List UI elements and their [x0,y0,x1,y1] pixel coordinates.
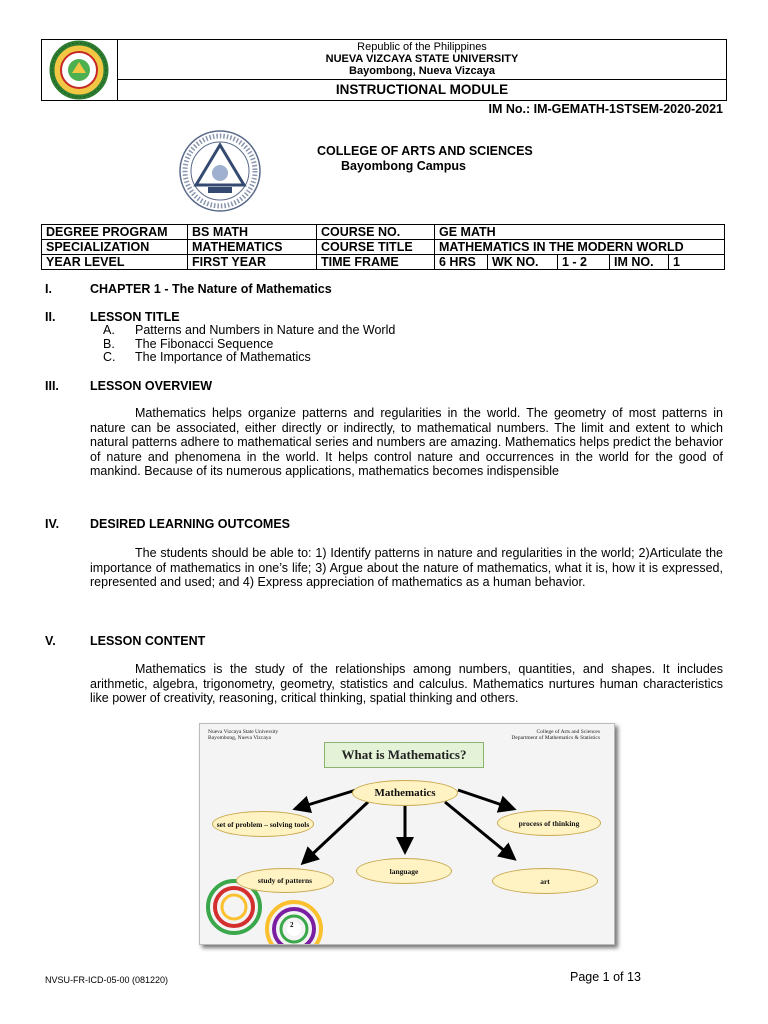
section-content [45,634,205,648]
table-cell: WK NO. [488,255,558,270]
list-item [103,324,395,338]
section-lesson-title [45,310,180,324]
section-overview [45,379,212,393]
list-item [103,351,311,365]
republic-text: Republic of the Philippines [357,41,487,53]
section-title: CHAPTER 1 - The Nature of Mathematics [90,282,332,296]
arrow-icon [305,802,368,861]
node-art: art [492,868,598,894]
table-cell: 6 HRS [435,255,488,270]
college-block [317,144,533,174]
table-cell: TIME FRAME [317,255,435,270]
list-letter: A. [103,323,115,337]
figure-title: What is Mathematics? [324,742,484,768]
node-study-of-patterns: study of patterns [236,868,334,893]
module-title: INSTRUCTIONAL MODULE [335,82,509,97]
figure-header-text: College of Arts and Sciences [536,729,600,735]
outcomes-paragraph: The students should be able to: 1) Identify patterns in nature and regularities in the world; 2)Articulate the importance of mathematics in one’s life; 3) Argue about the nature of mathematics, what it is, how it is expressed, represented and used; and 4) Express appreciation of mathematics as a human behavior. [90,546,723,589]
page-number: Page 1 of 13 [570,970,641,984]
table-cell: SPECIALIZATION [42,240,188,255]
table-cell: FIRST YEAR [188,255,317,270]
figure-header-text: Nueva Vizcaya State University [208,729,279,735]
university-location: Bayombong, Nueva Vizcaya [349,65,495,77]
section-title: DESIRED LEARNING OUTCOMES [90,517,291,531]
table-cell: IM NO. [610,255,669,270]
list-letter: B. [103,337,115,351]
table-cell: GE MATH [435,225,725,240]
campus-name: Bayombong Campus [341,159,467,173]
table-cell: YEAR LEVEL [42,255,188,270]
list-text: The Importance of Mathematics [135,350,311,364]
form-code: NVSU-FR-ICD-05-00 (081220) [45,975,169,985]
node-language: language [356,858,452,884]
section-outcomes [45,517,290,531]
table-cell: MATHEMATICS IN THE MODERN WORLD [435,240,725,255]
figure-header-text: Bayombong, Nueva Vizcaya [208,735,271,741]
section-number: II. [45,310,56,324]
section-number: III. [45,379,59,393]
university-logo-icon [42,40,117,100]
what-is-mathematics-figure [199,723,615,945]
table-row [42,225,725,240]
section-number: IV. [45,517,60,531]
table-cell: 1 [669,255,725,270]
node-problem-solving: set of problem – solving tools [212,811,314,837]
section-title: LESSON CONTENT [90,634,206,648]
university-name: NUEVA VIZCAYA STATE UNIVERSITY [325,53,519,65]
section-number: V. [45,634,56,648]
node-process-of-thinking: process of thinking [497,810,601,836]
section-title: LESSON OVERVIEW [90,379,213,393]
figure-header-text: Department of Mathematics & Statistics [511,735,600,741]
header-institution [118,40,726,80]
college-name: COLLEGE OF ARTS AND SCIENCES [317,144,533,158]
arrow-icon [458,790,511,808]
table-cell: COURSE NO. [317,225,435,240]
table-cell: MATHEMATICS [188,240,317,255]
section-chapter [45,282,332,296]
node-mathematics: Mathematics [352,780,458,806]
table-cell: COURSE TITLE [317,240,435,255]
overview-paragraph: Mathematics helps organize patterns and regularities in the world. The geometry of most patterns in nature can be associated, either directly or indirectly, to mathematical numbers. The limit and extent to which natural patterns adhere to mathematical series and numbers are amazing. Mathematics helps predict the behavior of nature and phenomena in the world. It helps control nature and occurrences in the world for the good of mankind. Because of its numerous applications, mathematics becomes indispensible [90,406,723,478]
table-row [42,240,725,255]
table-cell: 1 - 2 [558,255,610,270]
list-text: The Fibonacci Sequence [135,337,274,351]
section-title: LESSON TITLE [90,310,180,324]
table-cell: BS MATH [188,225,317,240]
header-box [41,39,727,101]
section-number: I. [45,282,52,296]
content-paragraph: Mathematics is the study of the relationships among numbers, quantities, and shapes. It includes arithmetic, algebra, trigonometry, geometry, statistics and calculus. Mathematics nurtures human characteristics like power of creativity, reasoning, critical thinking, spatial thinking and others. [90,662,723,705]
list-text: Patterns and Numbers in Nature and the World [135,323,396,337]
table-cell: DEGREE PROGRAM [42,225,188,240]
college-seal-icon [178,129,262,213]
list-letter: C. [103,350,116,364]
circle-number: 2 [290,921,294,929]
im-number: IM No.: IM-GEMATH-1STSEM-2020-2021 [488,102,723,116]
arrow-icon [445,802,512,857]
table-row [42,255,725,270]
course-info-table [41,224,725,270]
arrow-icon [298,790,356,808]
university-logo-cell [42,40,118,100]
